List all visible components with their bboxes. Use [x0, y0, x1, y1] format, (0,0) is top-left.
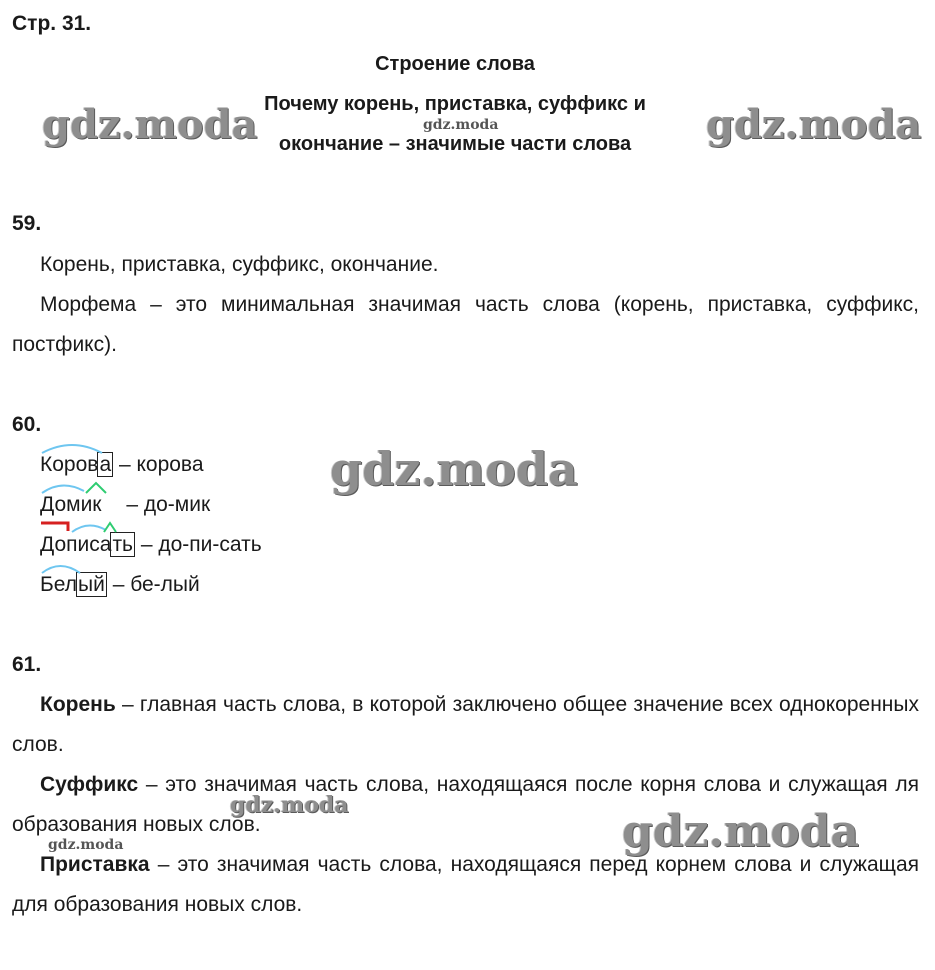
morpheme-row-dopisat	[40, 533, 262, 557]
page-reference: Стр. 31.	[12, 12, 92, 35]
exercise-59-line1: Корень, приставка, суффикс, окончание.	[40, 253, 439, 276]
root-dom: Дом	[40, 493, 81, 516]
watermark-small: gdz.moda	[48, 837, 124, 853]
syllables-korova: – корова	[113, 453, 204, 476]
root-korov: Коров	[40, 453, 99, 476]
morpheme-row-belyi	[40, 573, 200, 597]
definition-suffix	[12, 765, 919, 845]
definition-suffix-text: – это значимая часть слова, находящаяся после корня слова и служащая ля образования новых слов.	[12, 773, 919, 836]
exercise-60-number: 60.	[12, 413, 42, 436]
section-subtitle-line1: Почему корень, приставка, суффикс и	[264, 93, 646, 115]
exercise-61-number: 61.	[12, 653, 42, 676]
watermark: gdz.moda	[330, 442, 578, 496]
ending-t: ть	[112, 533, 133, 556]
definition-prefix-text: – это значимая часть слова, находящаяся перед корнем слова и служащая для образования новых слов.	[12, 853, 919, 916]
exercise-59-text	[12, 245, 919, 365]
watermark: gdz.moda	[42, 101, 258, 148]
ending-a: а	[99, 453, 112, 476]
watermark: gdz.moda	[230, 792, 349, 818]
section-title: Строение слова	[375, 53, 535, 75]
prefix-do: До	[40, 533, 67, 556]
word-belyi	[40, 573, 107, 597]
morpheme-row-domik	[40, 493, 210, 517]
ending-yi: ый	[78, 573, 105, 596]
syllables-belyi: – бе-лый	[106, 573, 200, 596]
section-subtitle-line2: окончание – значимые части слова	[278, 133, 632, 155]
morpheme-row-korova	[40, 453, 204, 477]
watermark-small: gdz.moda	[423, 117, 499, 133]
word-korova	[40, 453, 113, 477]
syllables-domik: – до-мик	[120, 493, 211, 516]
term-root: Корень	[40, 693, 116, 716]
term-prefix: Приставка	[40, 853, 150, 876]
suffix-a: а	[99, 533, 112, 556]
watermark: gdz.moda	[622, 806, 860, 857]
exercise-61-text	[12, 685, 919, 925]
word-domik	[40, 493, 121, 517]
exercise-59-number: 59.	[12, 212, 42, 235]
syllables-dopisat: – до-пи-сать	[135, 533, 262, 556]
definition-root	[12, 685, 919, 765]
root-bel: Бел	[40, 573, 78, 596]
word-dopisat	[40, 533, 135, 557]
exercise-59-line2: Морфема – это минимальная значимая часть слова (корень, приставка, суффикс, постфикс).	[12, 293, 919, 356]
term-suffix: Суффикс	[40, 773, 139, 796]
definition-root-text: – главная часть слова, в которой заключено общее значение всех однокоренных слов.	[12, 693, 919, 756]
suffix-ik: ик	[80, 493, 102, 516]
watermark: gdz.moda	[706, 101, 922, 148]
definition-prefix	[12, 845, 919, 925]
root-pis: пис	[66, 533, 100, 556]
